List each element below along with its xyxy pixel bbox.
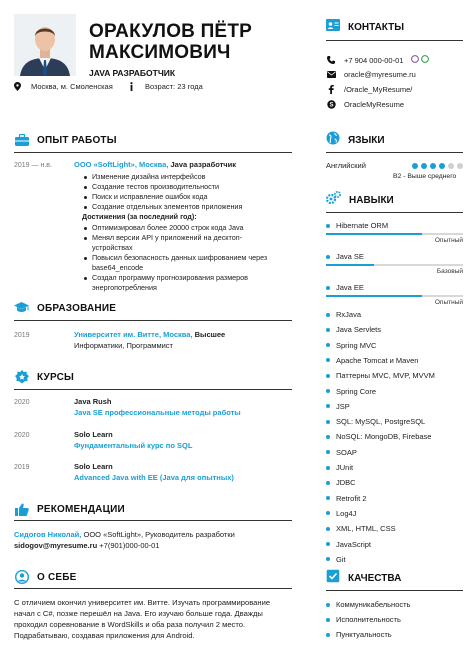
skill-name: Spring MVC [336, 340, 377, 350]
languages-header [326, 131, 463, 149]
education-school [74, 330, 225, 341]
about-header [14, 568, 292, 586]
language-level-dots [412, 163, 463, 169]
course-org: Solo Learn [74, 462, 113, 471]
envelope-icon [326, 71, 336, 78]
skill-name: Java Servlets [336, 325, 382, 335]
about-text: С отличием окончил университет им. Витте. Изучать программирование начал с C#, позже перешёл на Java. Его изучаю больше года. Дважды проходил соревнование в WordSkills и оба раза получил 2 место. Подрабатываю, создавая приложения для Android. [14, 598, 271, 640]
email-text: oracle@myresume.ru [344, 70, 416, 79]
briefcase-icon [14, 133, 29, 148]
skill-item [326, 371, 463, 380]
references-header [14, 500, 292, 518]
reference-phone: +7(901)000-00-01 [99, 541, 160, 550]
info-icon [128, 82, 135, 91]
skill-item [326, 478, 463, 487]
contact-email[interactable] [326, 70, 416, 79]
list-item: Поиск и исправление ошибок кода [82, 192, 292, 202]
bullet-dot [326, 481, 330, 485]
bullet-dot [326, 633, 330, 637]
bullet-dot [326, 603, 330, 607]
reference-details: ООО «SoftLight», Руководитель разработки [83, 530, 235, 539]
age [128, 82, 203, 91]
quality-item [326, 630, 463, 639]
bullet-dot [326, 328, 330, 332]
bullet-dot [326, 374, 330, 378]
skill-item [326, 341, 463, 350]
facebook-icon [326, 85, 336, 94]
contact-facebook[interactable] [326, 85, 412, 94]
about-title: О СЕБЕ [37, 571, 77, 583]
references-title: РЕКОМЕНДАЦИИ [37, 503, 125, 515]
skill-item [326, 540, 463, 549]
location [14, 82, 113, 91]
duties-list [82, 172, 292, 212]
divider [326, 152, 463, 153]
skill-item [326, 252, 463, 261]
skill-name: Git [336, 554, 346, 564]
bullet-dot [326, 450, 330, 454]
courses-header [14, 368, 292, 386]
phone-icon [326, 56, 336, 64]
skill-item [326, 509, 463, 518]
checkbox-icon [326, 569, 340, 588]
skills-title: НАВЫКИ [349, 194, 394, 206]
gears-icon [326, 191, 341, 210]
level-dot [457, 163, 463, 169]
skill-item [326, 432, 463, 441]
skill-item [326, 387, 463, 396]
location-text: Москва, м. Смоленская [31, 82, 113, 91]
graduation-cap-icon [14, 301, 29, 316]
list-item: Создание тестов производительности [82, 182, 292, 192]
job-title: JAVA РАЗРАБОТЧИК [89, 68, 176, 78]
skill-item [326, 524, 463, 533]
reference-contact [14, 541, 160, 552]
experience-period: 2019 — н.в. [14, 162, 52, 169]
age-text: Возраст: 23 года [145, 82, 203, 91]
language-name: Английский [326, 161, 366, 170]
skill-level: Опытный [434, 299, 463, 306]
skype-text: OracleMyResume [344, 100, 405, 109]
skill-name: JDBC [336, 478, 356, 488]
education-title: ОБРАЗОВАНИЕ [37, 302, 117, 314]
name-line-2: МАКСИМОВИЧ [89, 42, 231, 63]
level-dot [448, 163, 454, 169]
skill-name: Java SE [336, 252, 364, 261]
course-year: 2020 [14, 399, 30, 406]
courses-title: КУРСЫ [37, 371, 75, 383]
bullet-dot [326, 618, 330, 622]
bullet-dot [326, 435, 330, 439]
user-circle-icon [14, 570, 29, 585]
education-faculty: Информатики, Программист [74, 341, 173, 350]
facebook-text: /Oracle_MyResume/ [344, 85, 413, 94]
thumbs-up-icon [14, 502, 29, 517]
quality-name: Коммуникабельность [336, 600, 411, 609]
quality-name: Исполнительность [336, 615, 401, 624]
contact-phone[interactable] [326, 55, 429, 65]
profile-photo [14, 14, 76, 76]
skill-bar-fill [326, 233, 422, 235]
list-item: Менял версии API у приложений на десктоп-устройствах [82, 233, 282, 253]
language-level: B2 - Выше среднего [393, 173, 457, 180]
skill-bar-fill [326, 264, 374, 266]
skill-item [326, 310, 463, 319]
bullet-dot [326, 343, 330, 347]
skill-name: Java EE [336, 283, 364, 292]
bullet-dot [326, 313, 330, 317]
course-org: Java Rush [74, 397, 112, 406]
skill-name: Retrofit 2 [336, 493, 367, 503]
course-year: 2020 [14, 432, 30, 439]
course-name: Фундаментальный курс по SQL [74, 441, 193, 450]
name-line-1: ОРАКУЛОВ ПЁТР [89, 21, 253, 42]
position-name: Java разработчик [170, 160, 237, 169]
skill-name: JUnit [336, 463, 354, 472]
skill-name: XML, HTML, CSS [336, 524, 396, 534]
skill-item [326, 221, 463, 230]
bullet-dot [326, 389, 330, 393]
skill-item [326, 494, 463, 503]
list-item: Создание отдельных элементов приложения [82, 202, 292, 212]
skill-item [326, 448, 463, 457]
course-org: Solo Learn [74, 430, 113, 439]
divider [326, 590, 463, 591]
whatsapp-icon [421, 55, 429, 65]
skill-name: Hibernate ORM [336, 221, 389, 230]
viber-icon [411, 55, 419, 65]
qualities-header [326, 569, 463, 587]
skill-name: JavaScript [336, 539, 372, 549]
level-dot [439, 163, 445, 169]
skill-name: Apache Tomcat и Maven [336, 355, 419, 365]
skill-level: Опытный [434, 237, 463, 244]
skill-item [326, 325, 463, 334]
globe-icon [326, 131, 340, 150]
skill-item [326, 417, 463, 426]
bullet-dot [326, 557, 330, 561]
divider [14, 320, 292, 321]
bullet-dot [326, 404, 330, 408]
company-name: ООО «SoftLight», Москва, [74, 160, 169, 169]
achievements-list [82, 223, 282, 293]
divider [14, 520, 292, 521]
bullet-dot [326, 542, 330, 546]
education-header [14, 299, 292, 317]
divider [14, 389, 292, 390]
list-item: Оптимизировал более 20000 строк кода Java [82, 223, 282, 233]
contact-skype[interactable] [326, 100, 404, 109]
skill-bar-fill [326, 295, 422, 297]
education-year: 2019 [14, 332, 30, 339]
divider [14, 152, 292, 153]
course-name: Java SE профессиональные методы работы [74, 408, 241, 417]
skill-name: Паттерны MVC, MVP, MVVM [336, 371, 435, 381]
skill-item [326, 356, 463, 365]
reference-email: sidogov@myresume.ru [14, 541, 98, 550]
bullet-dot [326, 224, 330, 228]
level-dot [430, 163, 436, 169]
skill-item [326, 463, 463, 472]
school-name: Университет им. Витте, Москва, [74, 330, 193, 339]
contact-card-icon [326, 18, 340, 36]
course-year: 2019 [14, 464, 30, 471]
experience-title: ОПЫТ РАБОТЫ [37, 134, 117, 146]
skill-name: JSP [336, 401, 350, 411]
phone-text: +7 904 000-00-01 [344, 55, 404, 65]
skill-item [326, 555, 463, 564]
skill-item [326, 283, 463, 292]
contacts-title: КОНТАКТЫ [348, 21, 405, 33]
divider [326, 212, 463, 213]
skill-name: SOAP [336, 447, 357, 457]
skill-name: RxJava [336, 310, 362, 319]
skill-name: Log4J [336, 508, 357, 518]
skill-level: Базовый [436, 268, 463, 275]
degree: Высшее [194, 330, 226, 339]
star-badge-icon [14, 370, 29, 385]
list-item: Создал программу прогнозирования размеров энергопотребления [82, 273, 282, 293]
quality-item [326, 615, 463, 624]
list-item: Изменение дизайна интерфейсов [82, 172, 292, 182]
list-item: Повысил безопасность данных шифрованием через base64_encode [82, 253, 282, 273]
divider [14, 588, 292, 589]
bullet-dot [326, 255, 330, 259]
bullet-dot [326, 286, 330, 290]
bullet-dot [326, 358, 330, 362]
bullet-dot [326, 466, 330, 470]
level-dot [421, 163, 427, 169]
quality-name: Пунктуальность [336, 630, 392, 639]
skill-item [326, 402, 463, 411]
languages-title: ЯЗЫКИ [348, 134, 385, 146]
location-pin-icon [14, 82, 21, 91]
skill-name: Spring Core [336, 386, 377, 396]
contacts-header [326, 18, 463, 36]
qualities-title: КАЧЕСТВА [348, 572, 402, 584]
skills-header [326, 191, 463, 209]
svg-text:S: S [328, 102, 334, 109]
full-name [89, 21, 252, 63]
bullet-dot [326, 527, 330, 531]
bullet-dot [326, 496, 330, 500]
reference-name: Сидогов Николай, [14, 530, 82, 539]
achievements-title: Достижения (за последний год): [82, 212, 197, 221]
experience-header [14, 131, 292, 149]
level-dot [412, 163, 418, 169]
skill-name: NoSQL: MongoDB, Firebase [336, 432, 432, 442]
experience-role [74, 160, 236, 171]
bullet-dot [326, 420, 330, 424]
skill-name: SQL: MySQL, PostgreSQL [336, 417, 426, 427]
skype-icon [326, 100, 336, 109]
course-name: Advanced Java with EE (Java для опытных) [74, 473, 234, 482]
quality-item [326, 600, 463, 609]
divider [326, 40, 463, 41]
bullet-dot [326, 511, 330, 515]
reference-person [14, 530, 235, 541]
